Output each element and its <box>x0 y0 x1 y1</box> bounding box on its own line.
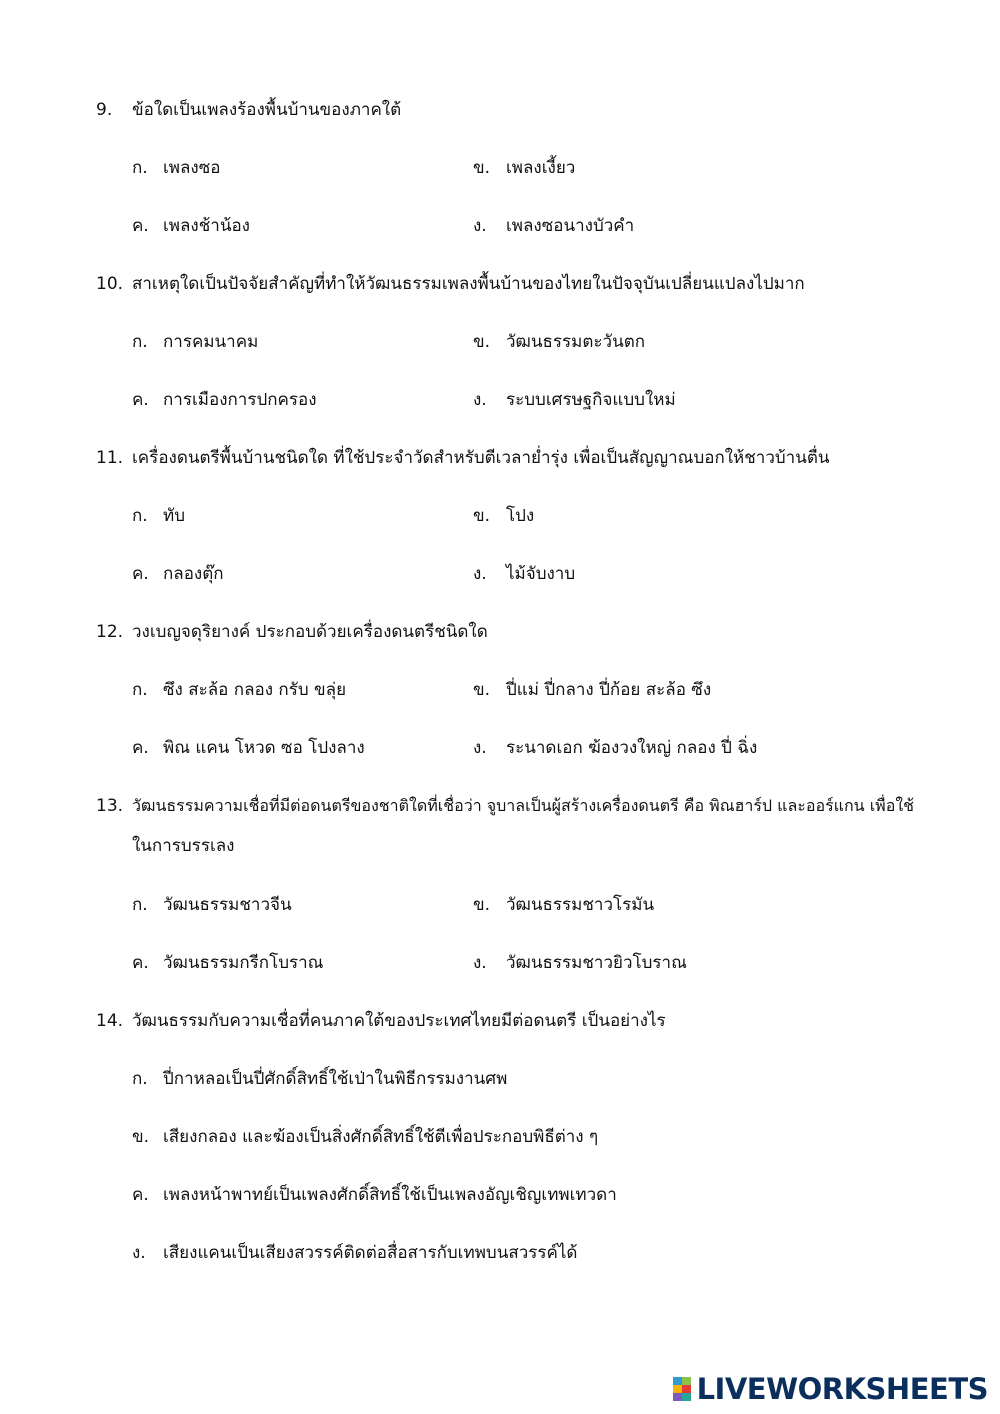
q10-option-b-letter: ข. <box>473 332 491 352</box>
q13-option-c-letter: ค. <box>132 953 149 973</box>
q10-option-a-text: การคมนาคม <box>163 332 259 352</box>
q13-option-b-text: วัฒนธรรมชาวโรมัน <box>506 895 655 915</box>
q13-option-a-letter: ก. <box>132 895 148 915</box>
q9-option-a-text: เพลงซอ <box>163 158 221 178</box>
logo-mark-cell-6 <box>682 1393 691 1401</box>
q10-option-c-letter: ค. <box>132 390 149 410</box>
liveworksheets-logo-text: LIVEWORKSHEETS <box>696 1372 988 1406</box>
logo-mark-cell-5 <box>673 1393 682 1401</box>
liveworksheets-logo-icon <box>673 1377 691 1401</box>
q14-option-d-letter: ง. <box>132 1243 146 1263</box>
q13-option-d-text: วัฒนธรรมชาวยิวโบราณ <box>506 953 687 973</box>
question-14-number: 14. <box>96 1011 124 1031</box>
question-11-number: 11. <box>96 448 124 468</box>
question-14-text: วัฒนธรรมกับความเชื่อที่คนภาคใต้ของประเทศไทยมีต่อดนตรี เป็นอย่างไร <box>132 1011 666 1031</box>
question-13-text: วัฒนธรรมความเชื่อที่มีต่อดนตรีของชาติใดที่เชื่อว่า จูบาลเป็นผู้สร้างเครื่องดนตรี คือ พิณฮาร์ป และออร์แกน เพื่อใช้ <box>132 796 914 815</box>
q12-option-c-letter: ค. <box>132 738 149 758</box>
q11-option-d-letter: ง. <box>473 564 487 584</box>
q10-option-a-letter: ก. <box>132 332 148 352</box>
question-12-number: 12. <box>96 622 124 642</box>
q11-option-b-text: โปง <box>506 506 535 526</box>
q9-option-d-letter: ง. <box>473 216 487 236</box>
q11-option-c-letter: ค. <box>132 564 149 584</box>
logo-mark-cell-4 <box>682 1385 691 1393</box>
q13-option-c-text: วัฒนธรรมกรีกโบราณ <box>163 953 324 973</box>
question-9-text: ข้อใดเป็นเพลงร้องพื้นบ้านของภาคใต้ <box>132 100 402 120</box>
q9-option-b-letter: ข. <box>473 158 491 178</box>
q11-option-d-text: ไม้จับงาบ <box>506 564 576 584</box>
question-10-number: 10. <box>96 274 124 294</box>
q14-option-d-text: เสียงแคนเป็นเสียงสวรรค์ติดต่อสื่อสารกับเทพบนสวรรค์ได้ <box>163 1243 578 1263</box>
q11-option-c-text: กลองตุ๊ก <box>163 564 224 584</box>
q10-option-c-text: การเมืองการปกครอง <box>163 390 317 410</box>
q9-option-b-text: เพลงเงี้ยว <box>506 158 576 178</box>
q12-option-d-letter: ง. <box>473 738 487 758</box>
q11-option-a-text: ทับ <box>163 506 185 526</box>
q12-option-a-text: ซึง สะล้อ กลอง กรับ ขลุ่ย <box>163 680 347 700</box>
question-9-number: 9. <box>96 100 113 120</box>
q12-option-c-text: พิณ แคน โหวด ซอ โปงลาง <box>163 738 365 758</box>
q14-option-a-letter: ก. <box>132 1069 148 1089</box>
q12-option-b-text: ปี่แม่ ปี่กลาง ปี่ก้อย สะล้อ ซึง <box>506 680 712 700</box>
q14-option-c-text: เพลงหน้าพาทย์เป็นเพลงศักดิ์สิทธิ์ใช้เป็นเพลงอัญเชิญเทพเทวดา <box>163 1185 617 1205</box>
question-12-text: วงเบญจดุริยางค์ ประกอบด้วยเครื่องดนตรีชนิดใด <box>132 622 488 642</box>
question-13-number: 13. <box>96 796 124 816</box>
question-11-text: เครื่องดนตรีพื้นบ้านชนิดใด ที่ใช้ประจำวัดสำหรับตีเวลาย่ำรุ่ง เพื่อเป็นสัญญาณบอกให้ชาวบ้านตื่น <box>132 448 830 468</box>
q11-option-a-letter: ก. <box>132 506 148 526</box>
question-10-text: สาเหตุใดเป็นปัจจัยสำคัญที่ทำให้วัฒนธรรมเพลงพื้นบ้านของไทยในปัจจุบันเปลี่ยนแปลงไปมาก <box>132 274 805 294</box>
q12-option-a-letter: ก. <box>132 680 148 700</box>
q14-option-c-letter: ค. <box>132 1185 149 1205</box>
q13-option-d-letter: ง. <box>473 953 487 973</box>
q14-option-a-text: ปี่กาหลอเป็นปี่ศักดิ์สิทธิ์ใช้เป่าในพิธีกรรมงานศพ <box>163 1069 508 1089</box>
q12-option-d-text: ระนาดเอก ฆ้องวงใหญ่ กลอง ปี่ ฉิ่ง <box>506 738 758 758</box>
logo-mark-cell-1 <box>673 1377 682 1385</box>
liveworksheets-logo <box>673 1374 988 1404</box>
q9-option-c-text: เพลงช้าน้อง <box>163 216 250 236</box>
q14-option-b-letter: ข. <box>132 1127 150 1147</box>
q11-option-b-letter: ข. <box>473 506 491 526</box>
q10-option-d-text: ระบบเศรษฐกิจแบบใหม่ <box>506 390 676 410</box>
q12-option-b-letter: ข. <box>473 680 491 700</box>
q9-option-d-text: เพลงซอนางบัวคำ <box>506 216 635 236</box>
q9-option-c-letter: ค. <box>132 216 149 236</box>
q13-option-a-text: วัฒนธรรมชาวจีน <box>163 895 292 915</box>
logo-mark-cell-2 <box>682 1377 691 1385</box>
q13-option-b-letter: ข. <box>473 895 491 915</box>
q9-option-a-letter: ก. <box>132 158 148 178</box>
q10-option-d-letter: ง. <box>473 390 487 410</box>
question-13-text-continued: ในการบรรเลง <box>132 836 235 856</box>
logo-mark-cell-3 <box>673 1385 682 1393</box>
q14-option-b-text: เสียงกลอง และฆ้องเป็นสิ่งศักดิ์สิทธิ์ใช้ตีเพื่อประกอบพิธีต่าง ๆ <box>163 1127 599 1147</box>
q10-option-b-text: วัฒนธรรมตะวันตก <box>506 332 646 352</box>
